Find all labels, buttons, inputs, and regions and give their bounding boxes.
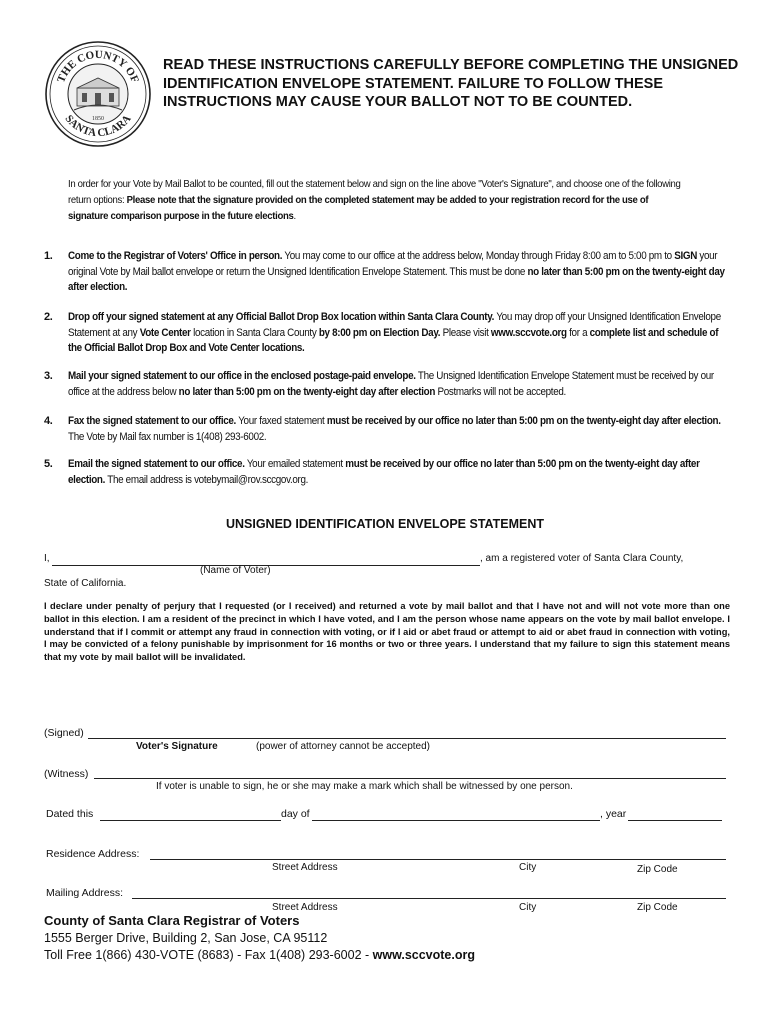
witness-field[interactable]	[94, 778, 726, 779]
option-text: Your faxed statement	[235, 415, 327, 427]
intro-bold-note: Please note that the signature provided on the completed statement may be added to your registration record for the use of signature comparison purpose in the future elections	[68, 195, 649, 222]
option-text: Your emailed statement	[244, 458, 346, 470]
option-heading: Mail your signed statement to our office in the enclosed postage-paid envelope.	[68, 370, 416, 382]
intro-paragraph	[68, 177, 684, 225]
option-text: your original Vote by Mail ballot envelope or return the Unsigned Identification Envelope Statement. This must be done	[68, 250, 718, 278]
residence-address-label: Residence Address:	[46, 848, 140, 860]
option-heading: Fax the signed statement to our office.	[68, 415, 236, 427]
signature-caption: Voter's Signature	[136, 741, 218, 752]
option-number: 5.	[44, 458, 53, 470]
residence-address-field[interactable]	[150, 859, 726, 860]
footer-address: 1555 Berger Drive, Building 2, San Jose, CA 95112	[44, 931, 328, 945]
intro-end: .	[293, 211, 296, 222]
zip-caption: Zip Code	[637, 902, 678, 913]
option-deadline: no later than 5:00 pm on the twenty-eight day after election	[178, 385, 436, 398]
intro-text: In order for your Vote by Mail Ballot to be counted, fill out the statement below and sign on the line above "Voter's Signature", and choose one of the following return options:	[68, 179, 681, 206]
footer-website-link[interactable]: www.sccvote.org	[372, 948, 475, 962]
option-text: Postmarks will not be accepted.	[435, 385, 566, 398]
option-deadline: no later than 5:00 pm on the twenty-eight day after election.	[68, 265, 725, 293]
option-text: Please visit	[440, 326, 491, 339]
option-number: 3.	[44, 370, 53, 382]
option-number: 1.	[44, 250, 53, 262]
name-caption: (Name of Voter)	[200, 565, 271, 576]
city-caption: City	[519, 862, 537, 873]
option-emphasis: complete list and schedule of the Official Ballot Drop Box and Vote Center locations.	[68, 326, 719, 354]
mailing-address-field[interactable]	[132, 898, 726, 899]
zip-caption: Zip Code	[637, 864, 678, 875]
option-text: for a	[566, 326, 590, 339]
witness-label: (Witness)	[44, 768, 89, 780]
footer-contact	[44, 948, 475, 962]
seal-bottom-text: SANTA CLARA	[62, 112, 134, 140]
instructions-heading: READ THESE INSTRUCTIONS CAREFULLY BEFORE COMPLETING THE UNSIGNED IDENTIFICATION ENVELOPE STATEMENT. FAILURE TO FOLLOW THESE INSTRUCTIONS MAY CAUSE YOUR BALLOT NOT TO BE COUNTED.	[163, 57, 739, 110]
footer-office-name: County of Santa Clara Registrar of Voters	[44, 913, 300, 928]
declaration-paragraph: I declare under penalty of perjury that I requested (or I received) and returned a vote by mail ballot and that I have not and will not vote more than one ballot in this election. I am a resident of the precinct in which I have voted, and I am the person whose name appears on the vote by mail ballot envelope. I understand that if I commit or attempt any fraud in connection with voting, or if I aid or abet fraud or attempt to aid or abet fraud in connection with voting, I may be convicted of a felony punishable by imprisonment for 16 months or two or three years. I understand that my failure to sign this statement means that my vote by mail ballot will be invalidated.	[44, 601, 730, 663]
year-field[interactable]	[628, 820, 722, 821]
month-field[interactable]	[312, 820, 600, 821]
year-label: , year	[600, 808, 627, 820]
i-prefix: I,	[44, 553, 50, 564]
option-number: 4.	[44, 415, 53, 427]
option-text: The Vote by Mail fax number is 1(408) 293-6002.	[68, 430, 267, 443]
day-field[interactable]	[100, 820, 281, 821]
option-text: You may drop off your Unsigned Identification Envelope Statement at any	[68, 311, 721, 339]
statement-title: UNSIGNED IDENTIFICATION ENVELOPE STATEMENT	[225, 517, 545, 531]
registered-voter-text: , am a registered voter of Santa Clara County,	[480, 553, 684, 564]
option-emphasis: Vote Center	[139, 326, 191, 339]
option-text: The email address is votebymail@rov.sccgov.org.	[105, 473, 309, 486]
street-caption: Street Address	[272, 862, 338, 873]
signature-field[interactable]	[88, 738, 726, 739]
option-heading: Email the signed statement to our office.	[68, 458, 245, 470]
seal-top-text: THE COUNTY OF	[55, 48, 141, 85]
option-text: The Unsigned Identification Envelope Statement must be received by our office at the address below	[68, 370, 714, 398]
option-emphasis: SIGN	[674, 250, 697, 262]
option-deadline: must be received by our office no later than 5:00 pm on the twenty-eight day after election.	[326, 415, 721, 427]
mailing-address-label: Mailing Address:	[46, 887, 124, 899]
poa-caption: (power of attorney cannot be accepted)	[256, 741, 430, 752]
option-text: location in Santa Clara County	[190, 326, 319, 339]
option-heading: Come to the Registrar of Voters' Office in person.	[68, 250, 283, 262]
option-deadline: by 8:00 pm on Election Day.	[318, 326, 441, 339]
street-caption: Street Address	[272, 902, 338, 913]
footer-phone-fax: Toll Free 1(866) 430-VOTE (8683) - Fax 1(408) 293-6002 -	[44, 948, 373, 962]
day-of-label: day of	[281, 808, 310, 820]
signed-label: (Signed)	[44, 727, 84, 739]
city-caption: City	[519, 902, 537, 913]
option-number: 2.	[44, 311, 53, 323]
state-text: State of California.	[44, 578, 127, 589]
county-seal-logo	[44, 40, 152, 148]
dated-label: Dated this	[46, 808, 94, 820]
option-text: You may come to our office at the address below, Monday through Friday 8:00 am to 5:00 pm to	[282, 250, 675, 262]
option-deadline: must be received by our office no later than 5:00 pm on the twenty-eight day after election.	[68, 458, 700, 486]
seal-year: 1850	[92, 116, 104, 122]
website-link[interactable]: www.sccvote.org	[490, 326, 567, 339]
option-heading: Drop off your signed statement at any Official Ballot Drop Box location within Santa Clara County.	[68, 311, 495, 323]
witness-note: If voter is unable to sign, he or she may make a mark which shall be witnessed by one person.	[156, 781, 573, 792]
